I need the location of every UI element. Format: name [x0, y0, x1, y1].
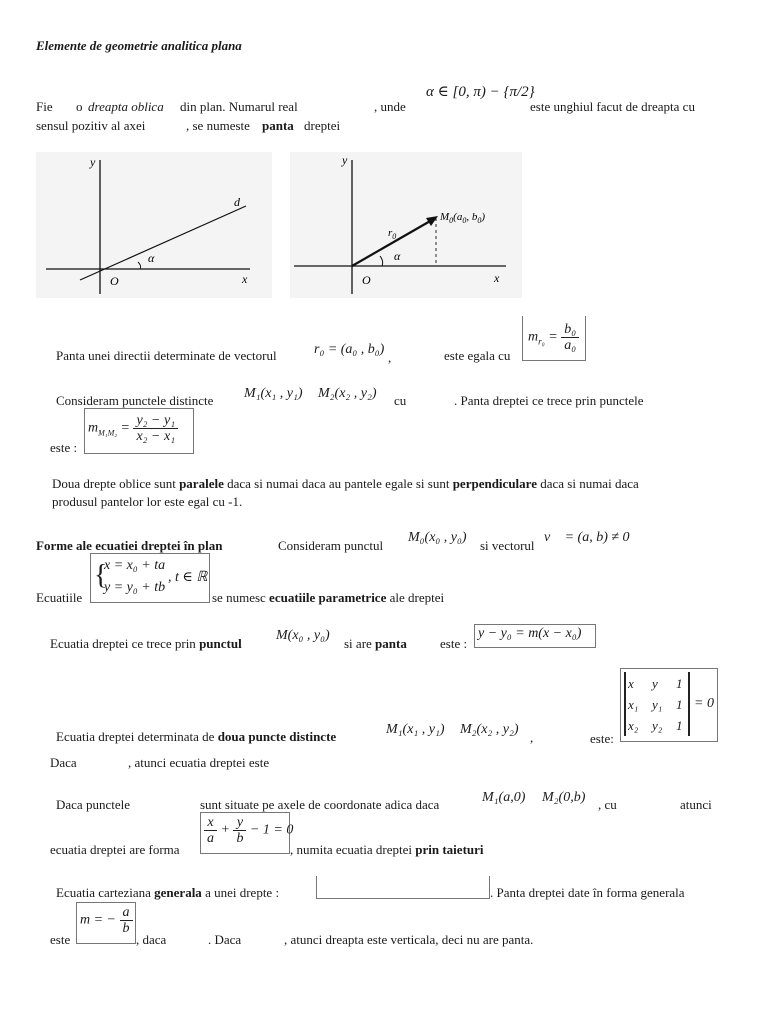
p7-a: Ecuatia carteziana [56, 885, 151, 900]
right-m0-label: $M_0(a_0$, $b_0$) [440, 211, 486, 225]
p1-text: Panta unei directii determinate de vectorul [56, 348, 277, 363]
p6-minus1: − 1 = 0 [249, 822, 294, 838]
p2-m1: M₁(x₁ , y₁) [244, 386, 303, 401]
p3-b: daca si numai daca au pantele egale si sunt [227, 476, 450, 491]
right-origin-label: O [362, 273, 371, 287]
p5-comma: , [530, 730, 534, 745]
p5-a: Ecuatia dreptei determinata de [56, 729, 215, 744]
p2-m: m [88, 420, 99, 436]
p4-si-are [344, 636, 407, 652]
forme-m0: M₀(x₀ , y₀) [408, 530, 467, 545]
forme-parametrice: ecuatiile parametrice [269, 590, 387, 605]
p6-numita-text: , numita ecuatia dreptei [290, 842, 413, 857]
page-title: Elemente de geometrie analitica plana [36, 38, 242, 53]
intro-o: o [76, 99, 83, 114]
p3-a: Doua drepte oblice sunt [52, 476, 176, 491]
p1-m: m [528, 329, 539, 345]
forme-consideram: Consideram punctul [278, 538, 384, 553]
p7-b: a unei drepte : [205, 885, 280, 900]
p7-num: a [120, 905, 133, 921]
p6-a: Daca punctele [56, 797, 130, 812]
forme-vector-v: v⃗ = (a, b) ≠ 0⃗ [544, 530, 641, 545]
parametric-x: x = x₀ + ta [104, 558, 166, 573]
p1-num: b₀ [561, 322, 579, 338]
p6-intercept-formula: $\frac{x}{a}$ + $\frac{y}{b}$ − 1 = 0 [204, 815, 293, 846]
p2-den: x₂ − x₁ [136, 429, 176, 444]
figure-position-vector [290, 152, 522, 298]
intro-este-unghiul: este unghiul facut de dreapta cu [530, 99, 695, 114]
p7-m: m = − [80, 912, 117, 928]
p5-este: este: [590, 731, 614, 746]
p2-m2: M₂(x₂ , y₂) [318, 386, 377, 401]
p6-fb: b [236, 831, 244, 846]
p4-a: Ecuatia dreptei ce trece prin [50, 636, 196, 651]
p7-daca: , daca [136, 932, 167, 947]
parametric-y: y = y₀ + tb [104, 580, 166, 595]
p2-m-sub: M₁M₂ [98, 428, 118, 438]
forme-se-numesc [212, 590, 444, 606]
p4-panta: panta [375, 636, 407, 651]
p4-punctul: punctul [199, 636, 242, 651]
p6-fy: y [233, 815, 246, 831]
p1-vector-formula: r₀ = (a₀ , b₀) [314, 342, 385, 357]
p6-atunci: atunci [680, 797, 712, 812]
p3-perpendiculare: perpendiculare [452, 476, 537, 491]
p7-eq-box [316, 876, 490, 899]
p6-cu: , cu [598, 797, 617, 812]
p6-m1: M₁(a,0) [482, 790, 526, 805]
p5-m2: M₂(x₂ , y₂) [460, 722, 519, 737]
p7-daca2: . Daca [208, 932, 242, 947]
p6-prin-taieturi: prin taieturi [415, 842, 484, 857]
forme-ale-dreptei: ale dreptei [389, 590, 445, 605]
intro-se-numeste: , se numeste [186, 118, 250, 133]
forme-se-numesc-text: se numesc [212, 590, 266, 605]
intro-dreptei: dreptei [304, 118, 341, 133]
left-alpha-label: α [148, 251, 155, 265]
intro-panta: panta [262, 118, 294, 133]
p1-m-sub: r₀ [538, 336, 545, 347]
p3-line1 [52, 476, 639, 492]
figure-oblique-line [36, 152, 272, 298]
p4-este: este : [440, 636, 468, 651]
p6-fa: a [207, 831, 214, 846]
p2-este: este : [50, 440, 78, 455]
p6-c: ecuatia dreptei are forma [50, 842, 180, 857]
p3-line2: produsul pantelor lor este egal cu -1. [52, 494, 243, 509]
p5-atunci: , atunci ecuatia dreptei este [128, 755, 270, 770]
forme-ecuatiile: Ecuatiile [36, 590, 83, 605]
intro-fie: Fie [36, 99, 53, 114]
p7-c: . Panta dreptei date în forma generala [490, 885, 685, 900]
p3-c: daca si numai daca [540, 476, 639, 491]
left-y-label: y [90, 155, 96, 169]
det-bar-left [624, 672, 626, 736]
left-x-label: x [242, 272, 248, 286]
p4-m: M(x₀ , y₀) [276, 628, 330, 643]
det-eq0: = 0 [694, 696, 714, 711]
p6-b: sunt situate pe axele de coordonate adica daca [200, 797, 440, 812]
right-x-label: x [494, 271, 500, 285]
p2-text: Consideram punctele distincte [56, 393, 214, 408]
alpha-set-formula [426, 82, 535, 101]
p7-generala: generala [154, 885, 202, 900]
left-origin-label: O [110, 274, 119, 288]
p2-cu: cu [394, 393, 407, 408]
right-y-label: y [342, 153, 348, 167]
p4-si-are-text: si are [344, 636, 372, 651]
p5-doua: doua puncte distincte [217, 729, 337, 744]
p7-den: b [122, 921, 130, 936]
p1-comma: , [388, 350, 392, 365]
p7-slope-formula [80, 905, 133, 936]
p6-fx: x [204, 815, 217, 831]
intro-dreapta-oblica: dreapta oblica [88, 99, 164, 114]
right-alpha-label: α [394, 249, 401, 263]
p3-paralele: paralele [179, 476, 224, 491]
intro-unde: , unde [374, 99, 406, 114]
left-line-d-label: d [234, 195, 240, 209]
p2-num: y₂ − y₁ [133, 413, 178, 429]
p6-numita [290, 842, 484, 858]
intro-din-plan: din plan. Numarul real [180, 99, 298, 114]
right-r0-label: $r_0$ [388, 227, 397, 241]
p7-line [56, 885, 279, 901]
forme-si-vectorul: si vectorul [480, 538, 535, 553]
p1-slope-formula: $m_{r_0}$ = $\frac{\text{b₀}}{\text{a₀}}$ [528, 322, 579, 353]
p2-slope-formula: $m_{M_1M_2}$ = $\frac{\text{y₂ − y₁}}{\text{x₂ − x₁}}$ [88, 413, 178, 444]
p5-m1: M₁(x₁ , y₁) [386, 722, 445, 737]
det-bar-right [688, 672, 690, 736]
p5-daca: Daca [50, 755, 77, 770]
p6-m2: M₂(0,b) [542, 790, 586, 805]
alpha-set-text: α ∈ [0, π) − {π/2} [426, 84, 535, 100]
intro-sensul: sensul pozitiv al axei [36, 118, 146, 133]
det-matrix: x y 1 x₁ y₁ 1 x₂ y₂ 1 [628, 676, 683, 733]
p7-d: , atunci dreapta este verticala, deci nu are panta. [284, 932, 534, 947]
parametric-brace: { [94, 560, 108, 591]
p2-panta: . Panta dreptei ce trece prin punctele [454, 393, 644, 408]
p4-line [50, 636, 242, 652]
p7-este: este [50, 932, 71, 947]
forme-heading: Forme ale ecuatiei dreptei în plan [36, 538, 223, 553]
p4-eq: y − y₀ = m(x − x₀) [478, 626, 582, 641]
p1-este-egala: este egala cu [444, 348, 511, 363]
parametric-t: , t ∈ ℝ [168, 570, 208, 585]
p5-line [56, 729, 336, 745]
p1-den: a₀ [564, 338, 577, 353]
